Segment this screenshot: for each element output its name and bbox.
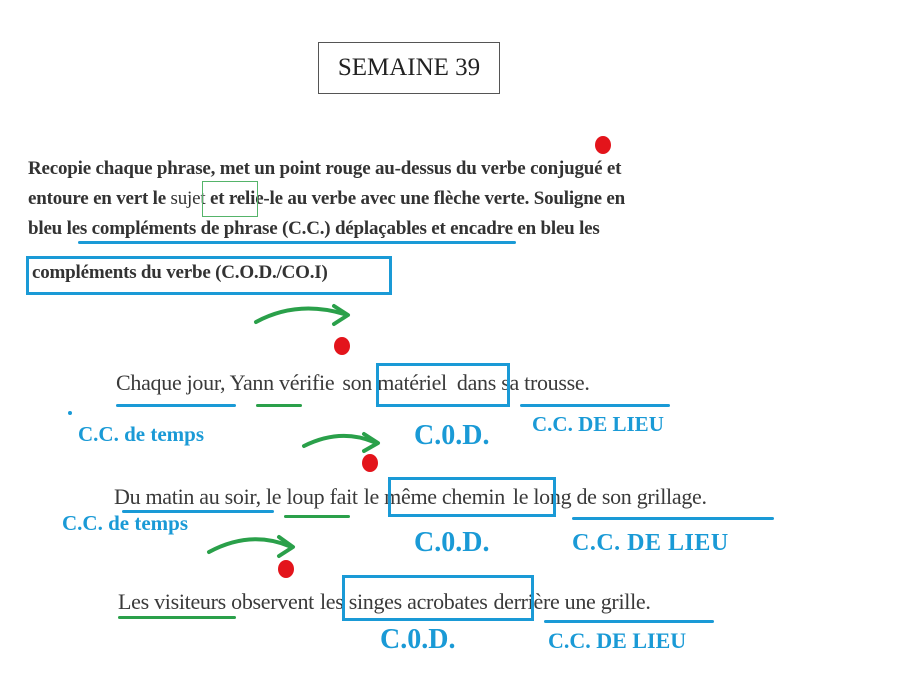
instruction-text: et encadre en bleu les (431, 218, 600, 239)
verb-dot (362, 454, 378, 472)
cc-definition-underline (78, 241, 516, 244)
verb-dot (334, 337, 350, 355)
cc-temps-text: Du matin au soir, (114, 484, 261, 509)
cc-lieu-underline (572, 517, 774, 520)
sentence-1 (116, 370, 590, 396)
cc-lieu-underline (544, 620, 714, 623)
instruction-line-2 (28, 188, 625, 210)
instruction-text: bleu (28, 218, 63, 239)
cod-definition-frame (26, 256, 392, 295)
cod-text: le même chemin (363, 484, 505, 509)
cc-temps-text: Chaque jour, (116, 370, 226, 395)
green-arrow-icon (300, 430, 385, 452)
verb-text: vérifie (279, 370, 335, 395)
subject-text: Yann (229, 370, 274, 395)
verb-dot (278, 560, 294, 578)
verb-text: observent (231, 589, 314, 614)
subject-text: Les visiteurs (118, 589, 226, 614)
cc-lieu-text: le long de son grillage. (512, 484, 707, 509)
cod-frame (342, 575, 534, 621)
cod-frame (376, 363, 510, 407)
green-arrow-icon (252, 302, 357, 328)
verb-marker-dot (595, 136, 611, 154)
subject-underline (284, 515, 350, 518)
label-cc-temps: C.C. de temps (62, 511, 188, 535)
label-cc-lieu: C.C. DE LIEU (572, 530, 729, 556)
cc-lieu-underline (520, 404, 670, 407)
label-cc-lieu: C.C. DE LIEU (532, 412, 664, 436)
instruction-text: entoure en vert le (28, 188, 166, 209)
page-title: SEMAINE 39 (318, 42, 500, 94)
label-cc-lieu: C.C. DE LIEU (548, 628, 687, 653)
subject-underline (256, 404, 302, 407)
cod-text: les singes acrobates (319, 589, 488, 614)
label-cod: C.0.D. (380, 624, 456, 655)
sujet-green-frame (202, 181, 258, 217)
instruction-text: et relie-le au verbe avec une flèche verte. Souligne en (210, 188, 625, 209)
label-cod: C.0.D. (414, 420, 490, 451)
cc-definition: les compléments de phrase (C.C.) déplaçables (66, 218, 427, 239)
sujet-word: sujet (170, 188, 206, 209)
instruction-line-4: compléments du verbe (C.O.D./CO.I) (32, 262, 328, 283)
stray-dot (68, 411, 72, 415)
label-cc-temps: C.C. de temps (78, 422, 204, 446)
instruction-line-3 (28, 218, 600, 240)
instruction-line-1: Recopie chaque phrase, met un point rouge au-dessus du verbe conjugué et (28, 158, 622, 179)
cod-text: son matériel (342, 370, 447, 395)
cc-lieu-text: dans sa trousse. (456, 370, 590, 395)
subject-text: le loup (265, 484, 325, 509)
green-arrow-icon (205, 534, 300, 560)
label-cod: C.0.D. (414, 527, 490, 558)
cc-lieu-text: derrière une grille. (493, 589, 651, 614)
subject-underline (118, 616, 236, 619)
verb-text: fait (329, 484, 358, 509)
cc-temps-underline (116, 404, 236, 407)
cod-frame (388, 477, 556, 517)
